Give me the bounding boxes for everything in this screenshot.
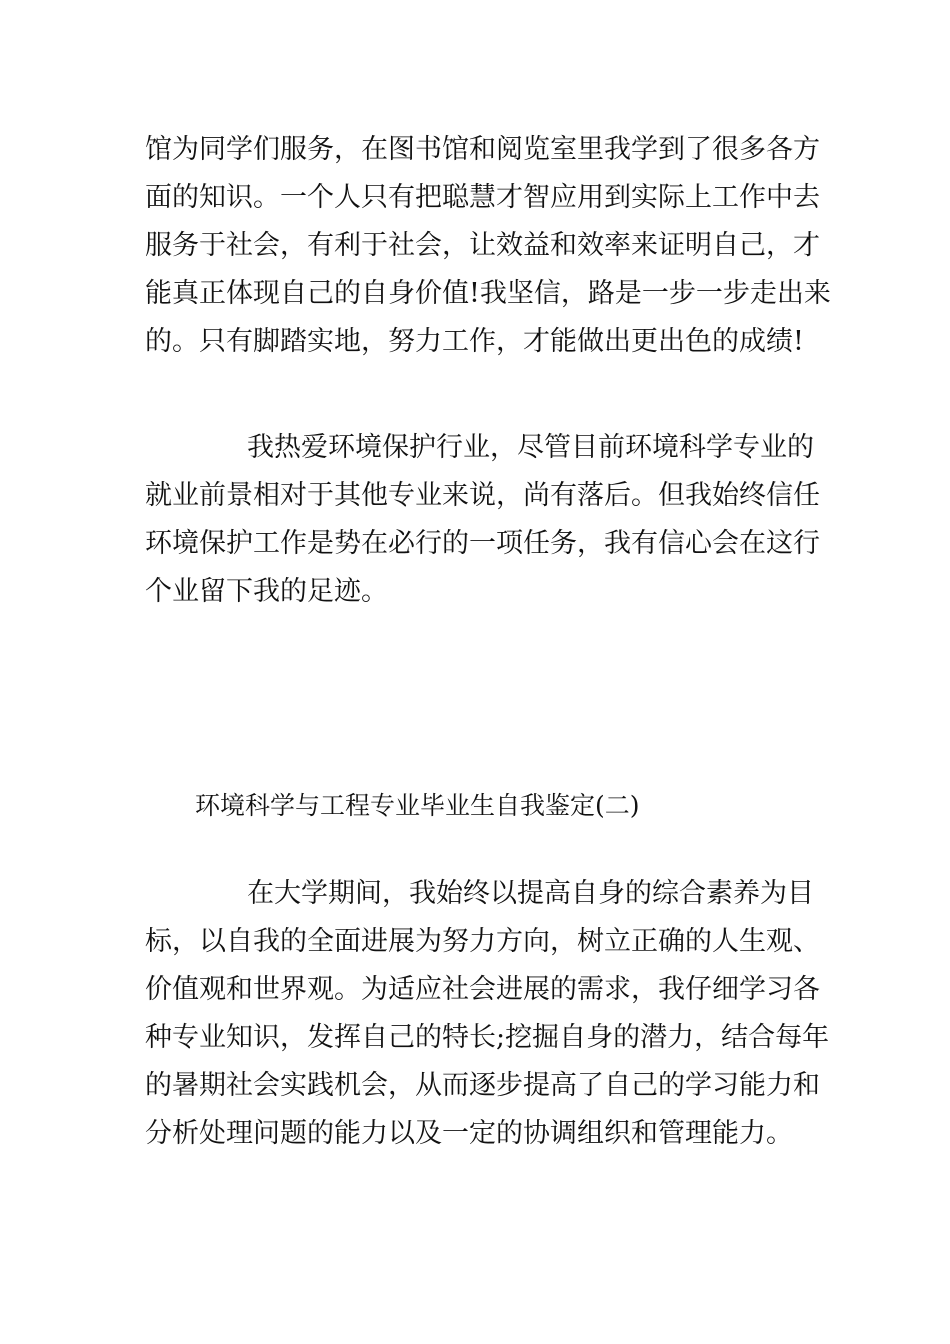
paragraph-line: 面的知识。一个人只有把聪慧才智应用到实际上工作中去 [145, 182, 820, 213]
paragraph-line: 我热爱环境保护行业，尽管目前环境科学专业的 [247, 432, 814, 463]
paragraph-line: 就业前景相对于其他专业来说，尚有落后。但我始终信任 [145, 480, 820, 511]
paragraph-line: 能真正体现自己的自身价值!我坚信，路是一步一步走出来 [145, 278, 831, 309]
section-heading: 环境科学与工程专业毕业生自我鉴定(二) [195, 791, 640, 820]
paragraph-line: 在大学期间，我始终以提高自身的综合素养为目 [247, 878, 814, 909]
paragraph-line: 价值观和世界观。为适应社会进展的需求，我仔细学习各 [145, 974, 820, 1005]
paragraph-line: 个业留下我的足迹。 [145, 576, 388, 607]
paragraph-line: 环境保护工作是势在必行的一项任务，我有信心会在这行 [145, 528, 820, 559]
paragraph-line: 服务于社会，有利于社会，让效益和效率来证明自己，才 [145, 230, 820, 261]
paragraph-2 [145, 424, 820, 616]
paragraph-1 [145, 126, 831, 366]
paragraph-line: 标，以自我的全面进展为努力方向，树立正确的人生观、 [145, 926, 820, 957]
paragraph-line: 的暑期社会实践机会，从而逐步提高了自己的学习能力和 [145, 1070, 820, 1101]
paragraph-line: 的。只有脚踏实地，努力工作，才能做出更出色的成绩! [145, 326, 804, 357]
paragraph-3 [145, 870, 830, 1158]
paragraph-line: 分析处理问题的能力以及一定的协调组织和管理能力。 [145, 1118, 793, 1149]
paragraph-line: 馆为同学们服务，在图书馆和阅览室里我学到了很多各方 [145, 134, 820, 165]
paragraph-line: 种专业知识，发挥自己的特长;挖掘自身的潜力，结合每年 [145, 1022, 830, 1053]
